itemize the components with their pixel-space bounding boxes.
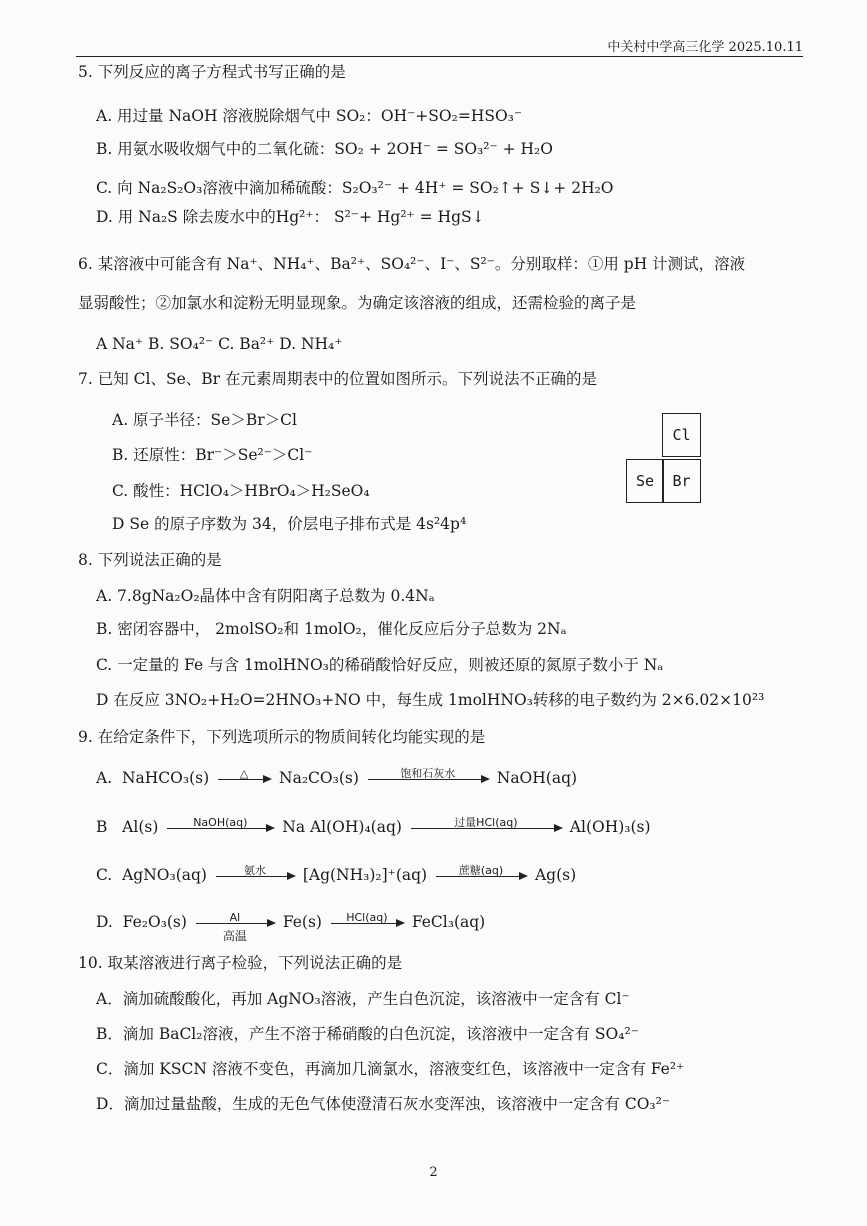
question-9: 9. 在给定条件下，下列选项所示的物质间转化均能实现的是 <box>78 728 486 746</box>
q9a-substance-3: NaOH(aq) <box>496 769 578 787</box>
q8-option-a: A. 7.8gNa₂O₂晶体中含有阴阳离子总数为 0.4Nₐ <box>96 587 435 605</box>
q5-option-c: C. 向 Na₂S₂O₃溶液中滴加稀硫酸：S₂O₃²⁻ + 4H⁺ = SO₂↑+ S↓+ 2H₂O <box>96 179 614 197</box>
q9a-substance-1: NaHCO₃(s) <box>121 769 210 787</box>
q9-option-c <box>96 865 576 885</box>
q10-option-b: B．滴加 BaCl₂溶液，产生不溶于稀硝酸的白色沉淀，该溶液中一定含有 SO₄²⁻ <box>96 1025 639 1043</box>
q5-option-d: D. 用 Na₂S 除去废水中的Hg²⁺： S²⁻+ Hg²⁺ = HgS↓ <box>96 208 485 226</box>
q9a-cond-1: △ <box>239 766 249 780</box>
q9a-substance-2: Na₂CO₃(s) <box>279 769 359 787</box>
q9a-arrow-1 <box>218 766 270 780</box>
q9-option-d <box>96 910 486 943</box>
q6-options: A Na⁺ B. SO₄²⁻ C. Ba²⁺ D. NH₄⁺ <box>96 335 343 353</box>
q10-option-d: D．滴加过量盐酸，生成的无色气体使澄清石灰水变浑浊，该溶液中一定含有 CO₃²⁻ <box>96 1095 671 1113</box>
q7-option-b: B. 还原性：Br⁻＞Se²⁻＞Cl⁻ <box>112 446 313 464</box>
q9a-label: A. <box>96 769 113 787</box>
q9c-substance-1: AgNO₃(aq) <box>122 866 207 884</box>
question-10: 10. 取某溶液进行离子检验，下列说法正确的是 <box>78 954 403 972</box>
q9d-substance-1: Fe₂O₃(s) <box>122 913 187 931</box>
cell-se: Se <box>626 459 664 503</box>
q9-option-b <box>96 817 651 837</box>
question-6: 6. 某溶液中可能含有 Na⁺、NH₄⁺、Ba²⁺、SO₄²⁻、I⁻、S²⁻。分别取样：①用 pH 计测试，溶液 <box>78 255 746 273</box>
q9b-substance-1: Al(s) <box>122 818 159 836</box>
q9b-substance-3: Al(OH)₃(s) <box>569 818 651 836</box>
q9d-arrow-2 <box>331 910 403 924</box>
cell-cl: Cl <box>662 413 701 457</box>
question-5: 5. 下列反应的离子方程式书写正确的是 <box>78 63 346 81</box>
q9c-cond-2: 蔗糖(aq) <box>458 863 504 877</box>
q7-option-c: C. 酸性：HClO₄＞HBrO₄＞H₂SeO₄ <box>112 482 370 500</box>
q9-option-a <box>96 768 577 788</box>
q9c-substance-3: Ag(s) <box>534 866 577 884</box>
q9c-label: C. <box>96 866 113 884</box>
q9d-cond-1: Al <box>229 910 241 924</box>
q7-option-d: D Se 的原子序数为 34，价层电子排布式是 4s²4p⁴ <box>112 515 467 533</box>
q8-option-d: D 在反应 3NO₂+H₂O=2HNO₃+NO 中，每生成 1molHNO₃转移的电子数约为 2×6.02×10²³ <box>96 691 765 709</box>
q9a-arrow-2 <box>368 766 488 780</box>
q9d-label: D. <box>96 913 113 931</box>
q9d-substance-2: Fe(s) <box>282 913 322 931</box>
page-number: 2 <box>429 1165 438 1180</box>
q8-option-c: C. 一定量的 Fe 与含 1molHNO₃的稀硝酸恰好反应，则被还原的氮原子数小于 Nₐ <box>96 656 664 674</box>
q9b-label: B <box>96 818 108 836</box>
q9c-arrow-2 <box>436 863 526 877</box>
q9a-cond-2: 饱和石灰水 <box>400 766 456 780</box>
q5-option-b: B. 用氨水吸收烟气中的二氧化硫：SO₂ + 2OH⁻ = SO₃²⁻ + H₂O <box>96 140 553 158</box>
q9c-cond-1: 氨水 <box>243 863 266 877</box>
q9d-cond-2: HCl(aq) <box>346 910 388 924</box>
q9c-substance-2: [Ag(NH₃)₂]⁺(aq) <box>302 866 428 884</box>
q8-option-b: B. 密闭容器中， 2molSO₂和 1molO₂，催化反应后分子总数为 2Nₐ <box>96 620 567 638</box>
q9d-substance-3: FeCl₃(aq) <box>411 913 486 931</box>
q5-option-a: A. 用过量 NaOH 溶液脱除烟气中 SO₂：OH⁻+SO₂=HSO₃⁻ <box>96 107 523 125</box>
q9c-arrow-1 <box>216 863 294 877</box>
q9d-arrow-1 <box>196 910 274 943</box>
q9b-substance-2: Na Al(OH)₄(aq) <box>282 818 402 836</box>
q9b-arrow-1 <box>167 815 273 829</box>
q9b-cond-1: NaOH(aq) <box>193 815 248 829</box>
cell-br: Br <box>662 459 701 503</box>
question-8: 8. 下列说法正确的是 <box>78 551 222 569</box>
question-7: 7. 已知 Cl、Se、Br 在元素周期表中的位置如图所示。下列说法不正确的是 <box>78 370 597 388</box>
q9d-cond-1-below: 高温 <box>222 928 247 943</box>
q7-option-a: A. 原子半径：Se＞Br＞Cl <box>112 411 297 429</box>
q10-option-a: A．滴加硫酸酸化，再加 AgNO₃溶液，产生白色沉淀，该溶液中一定含有 Cl⁻ <box>96 990 630 1008</box>
q10-option-c: C．滴加 KSCN 溶液不变色，再滴加几滴氯水，溶液变红色，该溶液中一定含有 Fe²⁺ <box>96 1060 685 1078</box>
q9b-arrow-2 <box>411 815 561 829</box>
header-rule <box>76 56 803 57</box>
q9b-cond-2: 过量HCl(aq) <box>454 815 518 829</box>
header-title: 中关村中学高三化学 2025.10.11 <box>607 40 803 55</box>
question-6-cont: 显弱酸性；②加氯水和淀粉无明显现象。为确定该溶液的组成，还需检验的离子是 <box>78 294 637 312</box>
